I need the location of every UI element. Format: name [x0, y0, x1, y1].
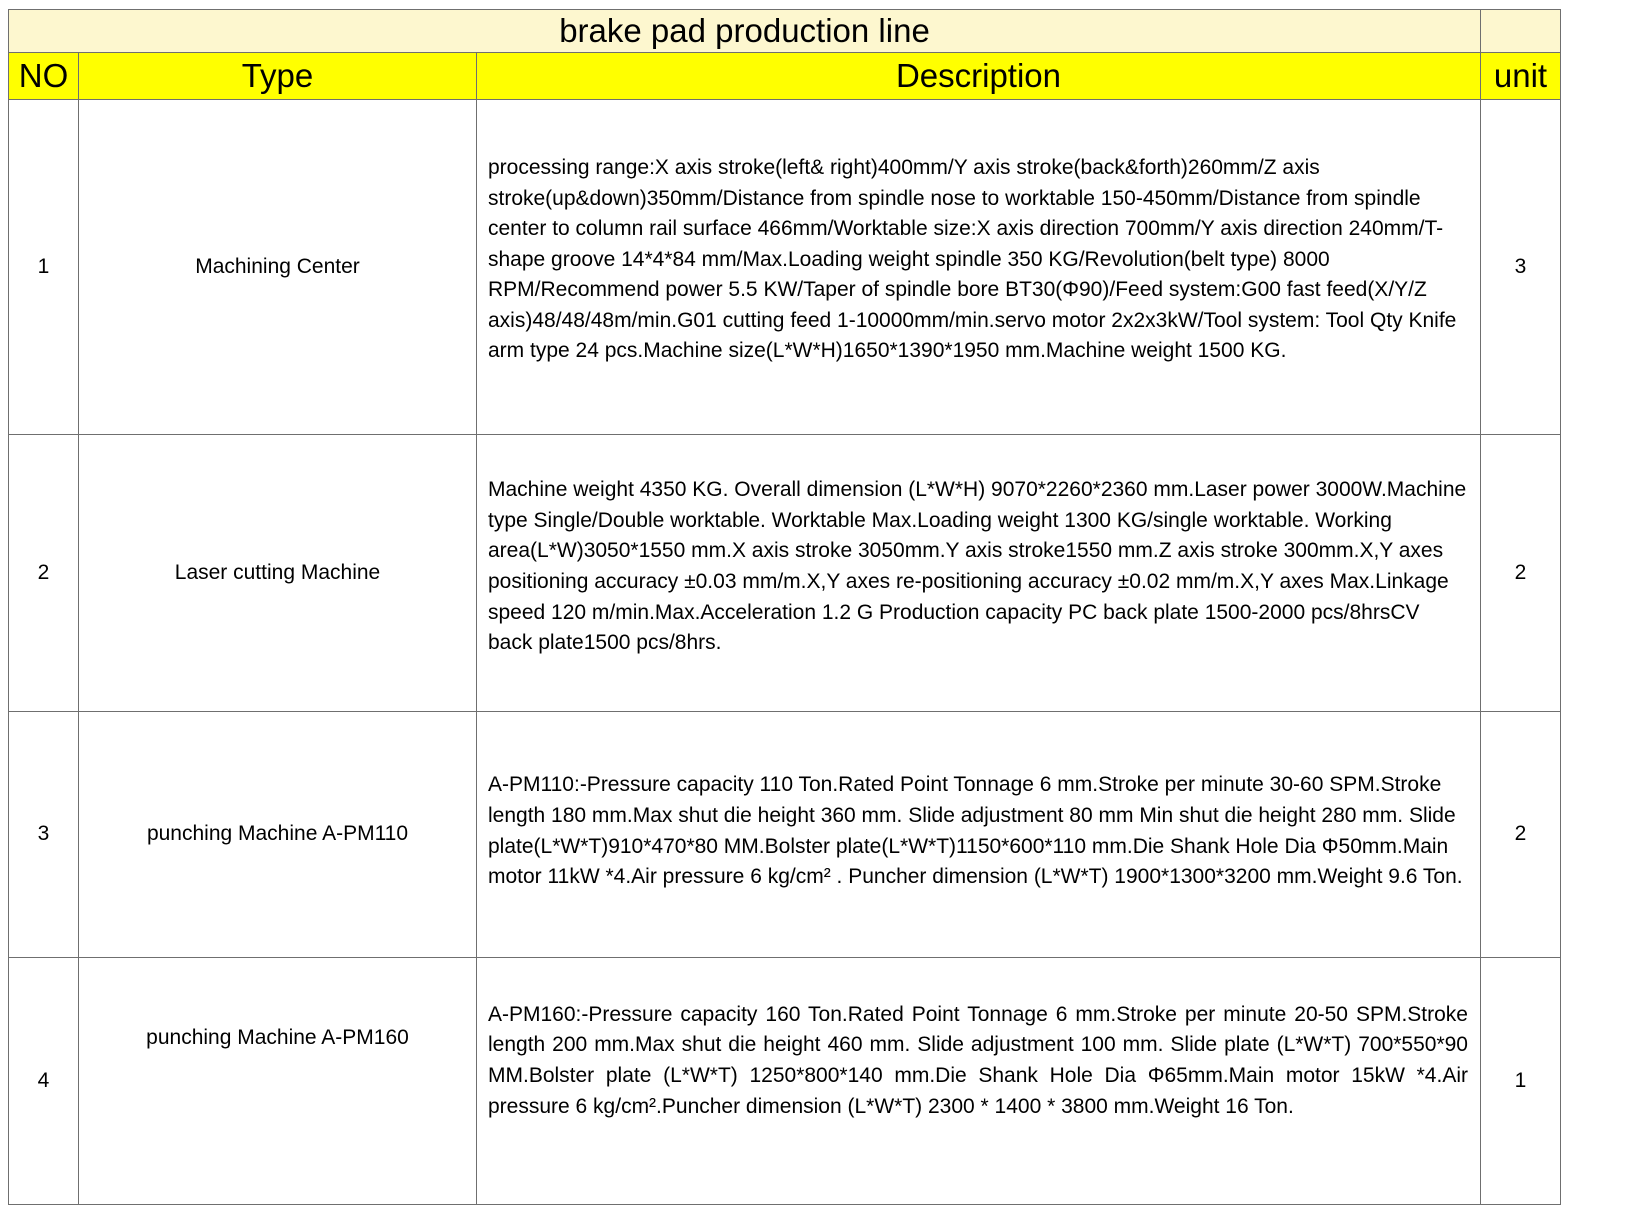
- table-title: brake pad production line: [9, 10, 1481, 53]
- equipment-table: [8, 9, 1561, 1205]
- title-row: [9, 10, 1561, 53]
- type-text: punching Machine A-PM160: [146, 1026, 409, 1049]
- header-row: [9, 53, 1561, 100]
- cell-unit: 2: [1481, 435, 1561, 712]
- cell-type: punching Machine A-PM110: [79, 712, 477, 958]
- title-empty-cell: [1481, 10, 1561, 53]
- cell-unit: 2: [1481, 712, 1561, 958]
- cell-description: [477, 100, 1481, 435]
- header-no: NO: [9, 53, 79, 100]
- description-text: A-PM110:-Pressure capacity 110 Ton.Rated Point Tonnage 6 mm.Stroke per minute 30-60 SPM.Stroke length 180 mm.Max shut die height 360 mm. Slide adjustment 80 mm Min shut die height 280 mm. Slide plate(L*W*T)910*470*80 MM.Bolster plate(L*W*T)1150*600*110 mm.Die Shank Hole Dia Φ50mm.Main motor 11kW *4.Air pressure 6 kg/cm² . Puncher dimension (L*W*T) 1900*1300*3200 mm.Weight 9.6 Ton.: [488, 773, 1463, 889]
- cell-no: 4: [9, 958, 79, 1205]
- cell-no: 3: [9, 712, 79, 958]
- cell-unit: 3: [1481, 100, 1561, 435]
- header-description: Description: [477, 53, 1481, 100]
- table-row: [9, 712, 1561, 958]
- header-type: Type: [79, 53, 477, 100]
- cell-unit: 1: [1481, 958, 1561, 1205]
- description-text: A-PM160:-Pressure capacity 160 Ton.Rated Point Tonnage 6 mm.Stroke per minute 20-50 SPM.Stroke length 200 mm.Max shut die height 460 mm. Slide adjustment 100 mm. Slide plate (L*W*T) 700*550*90 MM.Bolster plate (L*W*T) 1250*800*140 mm.Die Shank Hole Dia Φ65mm.Main motor 15kW *4.Air pressure 6 kg/cm².Puncher dimension (L*W*T) 2300 * 1400 * 3800 mm.Weight 16 Ton.: [488, 1002, 1468, 1118]
- cell-type: [79, 958, 477, 1205]
- cell-no: 2: [9, 435, 79, 712]
- cell-no: 1: [9, 100, 79, 435]
- table-row: [9, 100, 1561, 435]
- cell-type: Laser cutting Machine: [79, 435, 477, 712]
- header-unit: unit: [1481, 53, 1561, 100]
- table-row: [9, 958, 1561, 1205]
- description-text: processing range:X axis stroke(left& right)400mm/Y axis stroke(back&forth)260mm/Z axis stroke(up&down)350mm/Distance from spindle nose to worktable 150-450mm/Distance from spindle center to column rail surface 466mm/Worktable size:X axis direction 700mm/Y axis direction 240mm/T-shape groove 14*4*84 mm/Max.Loading weight spindle 350 KG/Revolution(belt type) 8000 RPM/Recommend power 5.5 KW/Taper of spindle bore BT30(Φ90)/Feed system:G00 fast feed(X/Y/Z axis)48/48/48m/min.G01 cutting feed 1-10000mm/min.servo motor 2x2x3kW/Tool system: Tool Qty Knife arm type 24 pcs.Machine size(L*W*H)1650*1390*1950 mm.Machine weight 1500 KG.: [488, 155, 1457, 363]
- cell-description: [477, 958, 1481, 1205]
- cell-description: [477, 712, 1481, 958]
- cell-description: [477, 435, 1481, 712]
- spreadsheet: [8, 9, 1561, 1205]
- description-text: Machine weight 4350 KG. Overall dimension (L*W*H) 9070*2260*2360 mm.Laser power 3000W.Machine type Single/Double worktable. Worktable Max.Loading weight 1300 KG/single worktable. Working area(L*W)3050*1550 mm.X axis stroke 3050mm.Y axis stroke1550 mm.Z axis stroke 300mm.X,Y axes positioning accuracy ±0.03 mm/m.X,Y axes re-positioning accuracy ±0.02 mm/m.X,Y axes Max.Linkage speed 120 m/min.Max.Acceleration 1.2 G Production capacity PC back plate 1500-2000 pcs/8hrsCV back plate1500 pcs/8hrs.: [488, 478, 1467, 655]
- table-row: [9, 435, 1561, 712]
- cell-type: Machining Center: [79, 100, 477, 435]
